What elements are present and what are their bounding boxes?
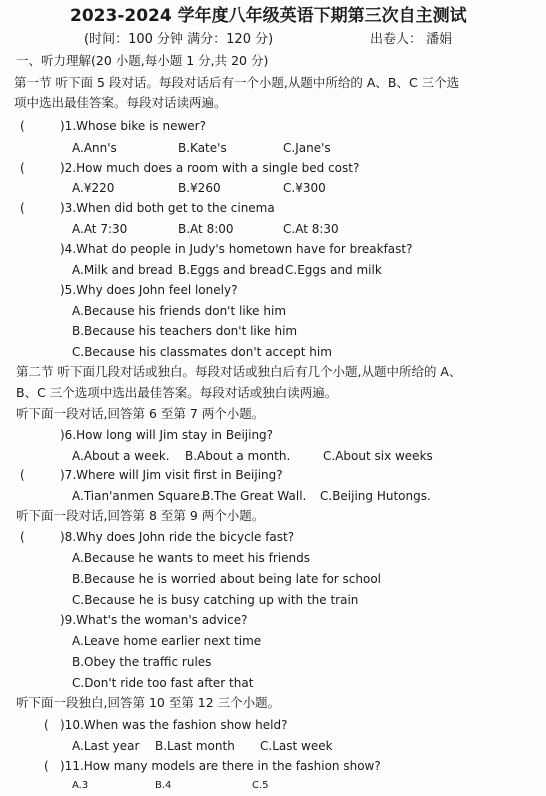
question-7-stem: )7.Where will Jim visit first in Beijing?: [60, 468, 283, 482]
question-6-option-c: C.About six weeks: [323, 449, 433, 463]
answer-paren: (: [44, 718, 49, 732]
answer-paren: (: [20, 530, 25, 544]
question-1-option-b: B.Kate's: [178, 141, 227, 155]
section-one-instructions-line1: 第一节 听下面 5 段对话。每段对话后有一个小题,从题中所给的 A、B、C 三个选: [14, 75, 460, 90]
answer-paren: (: [20, 468, 25, 482]
instruction-questions-8-9: 听下面一段对话,回答第 8 至第 9 两个小题。: [16, 508, 265, 523]
question-10-stem: )10.When was the fashion show held?: [60, 718, 288, 732]
section-two-instructions-line2: B、C 三个选项中选出最佳答案。每段对话或独白读两遍。: [16, 385, 338, 400]
question-8-option-a: A.Because he wants to meet his friends: [72, 551, 310, 565]
question-3-option-b: B.At 8:00: [178, 222, 234, 236]
question-5-option-a: A.Because his friends don't like him: [72, 304, 287, 318]
question-7-option-c: C.Beijing Hutongs.: [320, 489, 431, 503]
question-11-option-b: B.4: [155, 780, 172, 791]
question-3-option-c: C.At 8:30: [283, 222, 339, 236]
question-6-option-b: B.About a month.: [185, 449, 291, 463]
question-3-option-a: A.At 7:30: [72, 222, 128, 236]
question-4-option-b: B.Eggs and bread: [178, 263, 284, 277]
section-one-instructions-line2: 项中选出最佳答案。每段对话读两遍。: [14, 95, 227, 110]
instruction-questions-10-12: 听下面一段独白,回答第 10 至第 12 三个小题。: [16, 695, 281, 710]
question-8-option-b: B.Because he is worried about being late for school: [72, 572, 382, 586]
answer-paren: (: [20, 161, 25, 175]
question-2-option-a: A.¥220: [72, 181, 115, 195]
question-9-option-b: B.Obey the traffic rules: [72, 655, 212, 669]
question-4-option-a: A.Milk and bread: [72, 263, 173, 277]
section-two-instructions-line1: 第二节 听下面几段对话或独白。每段对话或独白后有几个小题,从题中所给的 A、: [16, 364, 462, 379]
question-6-stem: )6.How long will Jim stay in Beijing?: [60, 428, 274, 442]
question-4-option-c: C.Eggs and milk: [285, 263, 382, 277]
question-4-stem: )4.What do people in Judy's hometown have for breakfast?: [60, 242, 413, 256]
question-11-option-c: C.5: [252, 780, 269, 791]
question-9-stem: )9.What's the woman's advice?: [60, 613, 248, 627]
exam-title: 2023-2024 学年度八年级英语下期第三次自主测试: [70, 6, 467, 26]
question-9-option-a: A.Leave home earlier next time: [72, 634, 262, 648]
question-11-stem: )11.How many models are there in the fashion show?: [60, 759, 381, 773]
question-7-option-b: B.The Great Wall.: [202, 489, 307, 503]
question-11-option-a: A.3: [72, 780, 89, 791]
question-1-option-c: C.Jane's: [283, 141, 331, 155]
question-6-option-a: A.About a week.: [72, 449, 170, 463]
exam-time-score: (时间：100 分钟 满分：120 分): [84, 32, 274, 47]
question-1-option-a: A.Ann's: [72, 141, 117, 155]
question-5-stem: )5.Why does John feel lonely?: [60, 283, 238, 297]
question-9-option-c: C.Don't ride too fast after that: [72, 676, 254, 690]
question-1-stem: )1.Whose bike is newer?: [60, 119, 206, 133]
question-2-option-c: C.¥300: [283, 181, 326, 195]
exam-author: 出卷人： 潘娟: [370, 32, 453, 47]
question-10-option-a: A.Last year: [72, 739, 140, 753]
answer-paren: (: [20, 119, 25, 133]
question-8-option-c: C.Because he is busy catching up with the train: [72, 593, 359, 607]
question-10-option-b: B.Last month: [155, 739, 235, 753]
answer-paren: (: [44, 759, 49, 773]
answer-paren: (: [20, 201, 25, 215]
part-one-heading: 一、听力理解(20 小题,每小题 1 分,共 20 分): [16, 53, 269, 68]
instruction-questions-6-7: 听下面一段对话,回答第 6 至第 7 两个小题。: [16, 406, 265, 421]
question-7-option-a: A.Tian'anmen Square.: [72, 489, 204, 503]
question-2-stem: )2.How much does a room with a single bed cost?: [60, 161, 360, 175]
question-3-stem: )3.When did both get to the cinema: [60, 201, 275, 215]
question-5-option-c: C.Because his classmates don't accept him: [72, 345, 332, 359]
question-10-option-c: C.Last week: [260, 739, 333, 753]
question-2-option-b: B.¥260: [178, 181, 221, 195]
question-8-stem: )8.Why does John ride the bicycle fast?: [60, 530, 295, 544]
question-5-option-b: B.Because his teachers don't like him: [72, 324, 298, 338]
